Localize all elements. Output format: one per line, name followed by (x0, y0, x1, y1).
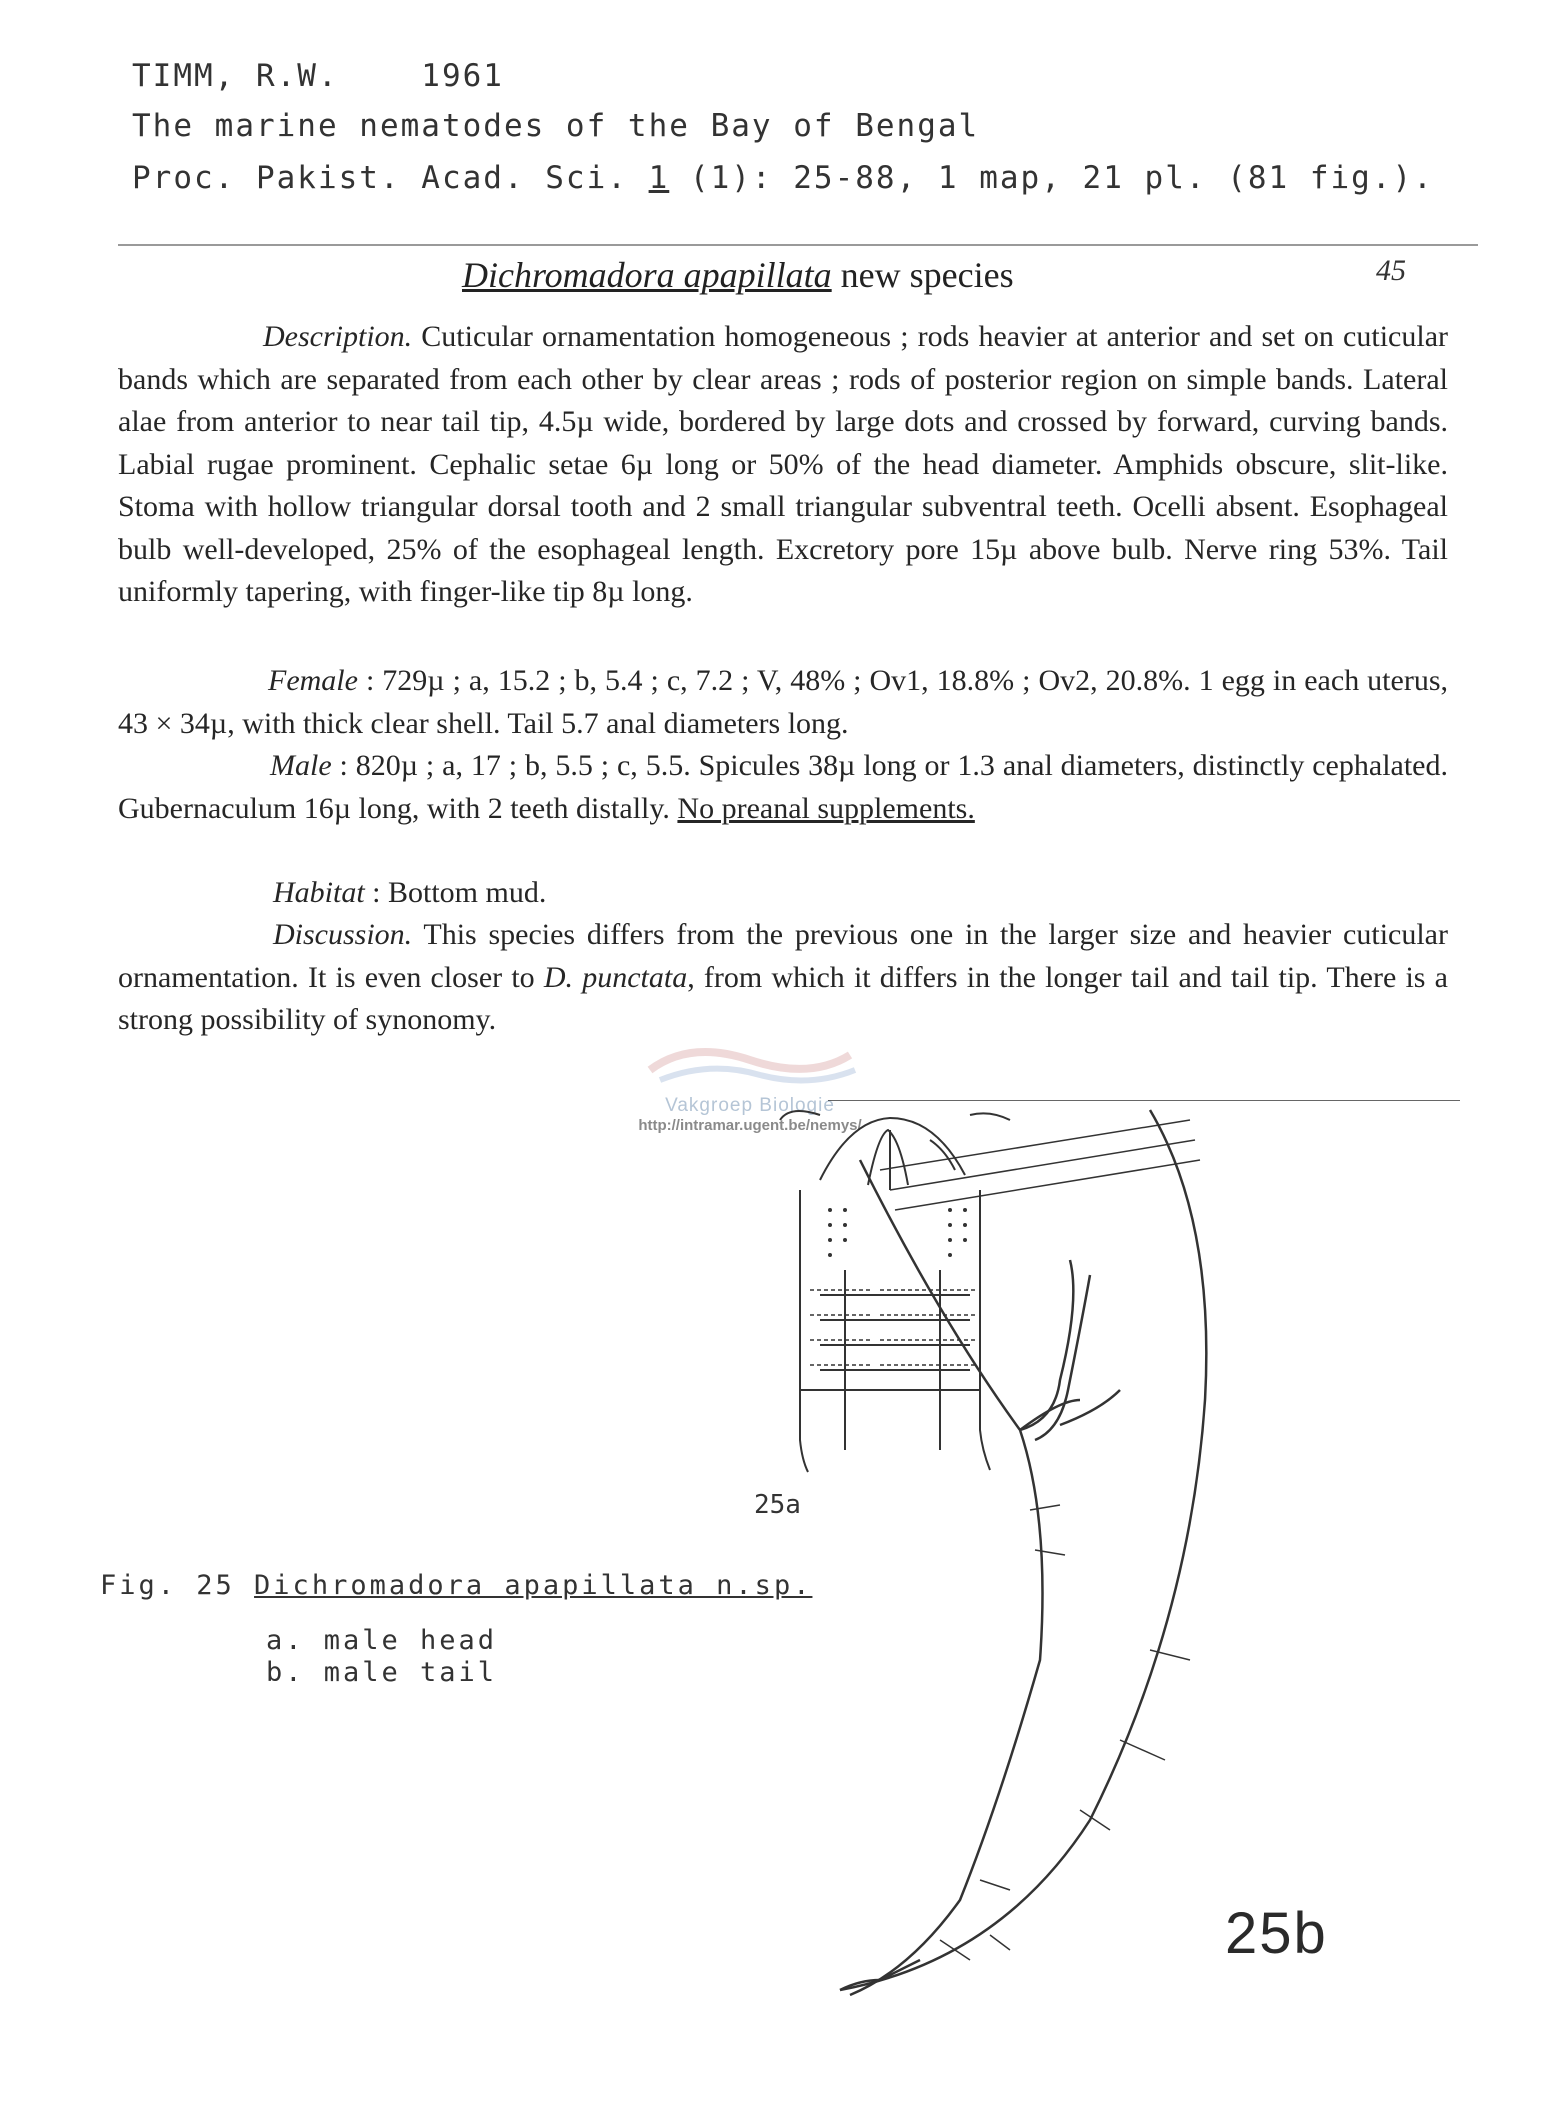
reference-title: The marine nematodes of the Bay of Bengal (132, 108, 980, 144)
habitat-label: Habitat (273, 876, 365, 909)
discussion-text-2: , from which it differs in the longer tail and tail tip. There is a strong possibility of synonomy. (118, 960, 1448, 1036)
reference-year: 1961 (421, 58, 504, 94)
male-text: : 820µ ; a, 17 ; b, 5.5 ; c, 5.5. Spicules 38µ long or 1.3 anal diameters, distinctly cephalated. Gubernaculum 16µ long, with 2 teeth distally. (118, 749, 1448, 825)
female-label: Female (268, 664, 358, 697)
figure-a-label: 25a (754, 1490, 801, 1520)
discussion-paragraph (118, 914, 1448, 1042)
discussion-text-1: This species differs from the previous one in the larger size and heavier cuticular ornamentation. It is even closer to (118, 918, 1448, 994)
figure-caption-title: Dichromadora apapillata n.sp. (254, 1570, 813, 1601)
watermark-url: http://intramar.ugent.be/nemys/ (638, 1117, 862, 1134)
description-paragraph (118, 316, 1448, 614)
female-paragraph (118, 660, 1448, 745)
habitat-text: : Bottom mud. (364, 876, 547, 909)
figure-caption-prefix: Fig. 25 (100, 1570, 255, 1601)
figure-legend-a: a. male head (266, 1625, 498, 1656)
discussion-species-ref: D. punctata (543, 960, 688, 994)
male-paragraph (118, 745, 1448, 830)
male-underlined-note: No preanal supplements. (677, 791, 975, 825)
figure-b-label: 25b (1225, 1901, 1328, 1966)
female-text: : 729µ ; a, 15.2 ; b, 5.4 ; c, 7.2 ; V, 48% ; Ov1, 18.8% ; Ov2, 20.8%. 1 egg in each uterus, 43 × 34µ, with thick clear shell. Tail 5.7 anal diameters long. (118, 664, 1448, 740)
reference-journal (132, 160, 1434, 196)
species-name: Dichromadora apapillata (462, 255, 832, 295)
male-label: Male (270, 749, 332, 782)
species-heading (462, 254, 1014, 296)
reference-volume: 1 (648, 160, 670, 196)
habitat-paragraph (118, 872, 1448, 915)
reference-author: TIMM, R.W. (132, 58, 339, 94)
male-tail-drawing (820, 1100, 1460, 2040)
description-text: Cuticular ornamentation homogeneous ; rods heavier at anterior and set on cuticular bands which are separated from each other by clear areas ; rods of posterior region on simple bands. Lateral alae from anterior to near tail tip, 4.5µ wide, bordered by large dots and crossed by forward, curving bands. Labial rugae prominent. Cephalic setae 6µ long or 50% of the head diameter. Amphids obscure, slit-like. Stoma with hollow triangular dorsal tooth and 2 small triangular subventral teeth. Ocelli absent. Esophageal bulb well-developed, 25% of the esophageal length. Excretory pore 15µ above bulb. Nerve ring 53%. Tail uniformly tapering, with finger-like tip 8µ long. (118, 320, 1448, 608)
reference-author-year (132, 58, 504, 94)
reference-journal-suffix: (1): 25-88, 1 map, 21 pl. (81 fig.). (669, 160, 1434, 196)
page-number: 45 (1376, 254, 1406, 287)
description-label: Description. (263, 320, 413, 353)
discussion-label: Discussion. (273, 918, 413, 951)
figure-caption (100, 1570, 812, 1601)
species-suffix: new species (831, 255, 1014, 295)
top-divider (118, 244, 1478, 246)
watermark-name: Vakgroep Biologie (665, 1095, 835, 1116)
reference-journal-prefix: Proc. Pakist. Acad. Sci. (132, 160, 649, 196)
watermark-logo-icon (630, 1030, 870, 1090)
figure-legend-b: b. male tail (266, 1657, 498, 1688)
